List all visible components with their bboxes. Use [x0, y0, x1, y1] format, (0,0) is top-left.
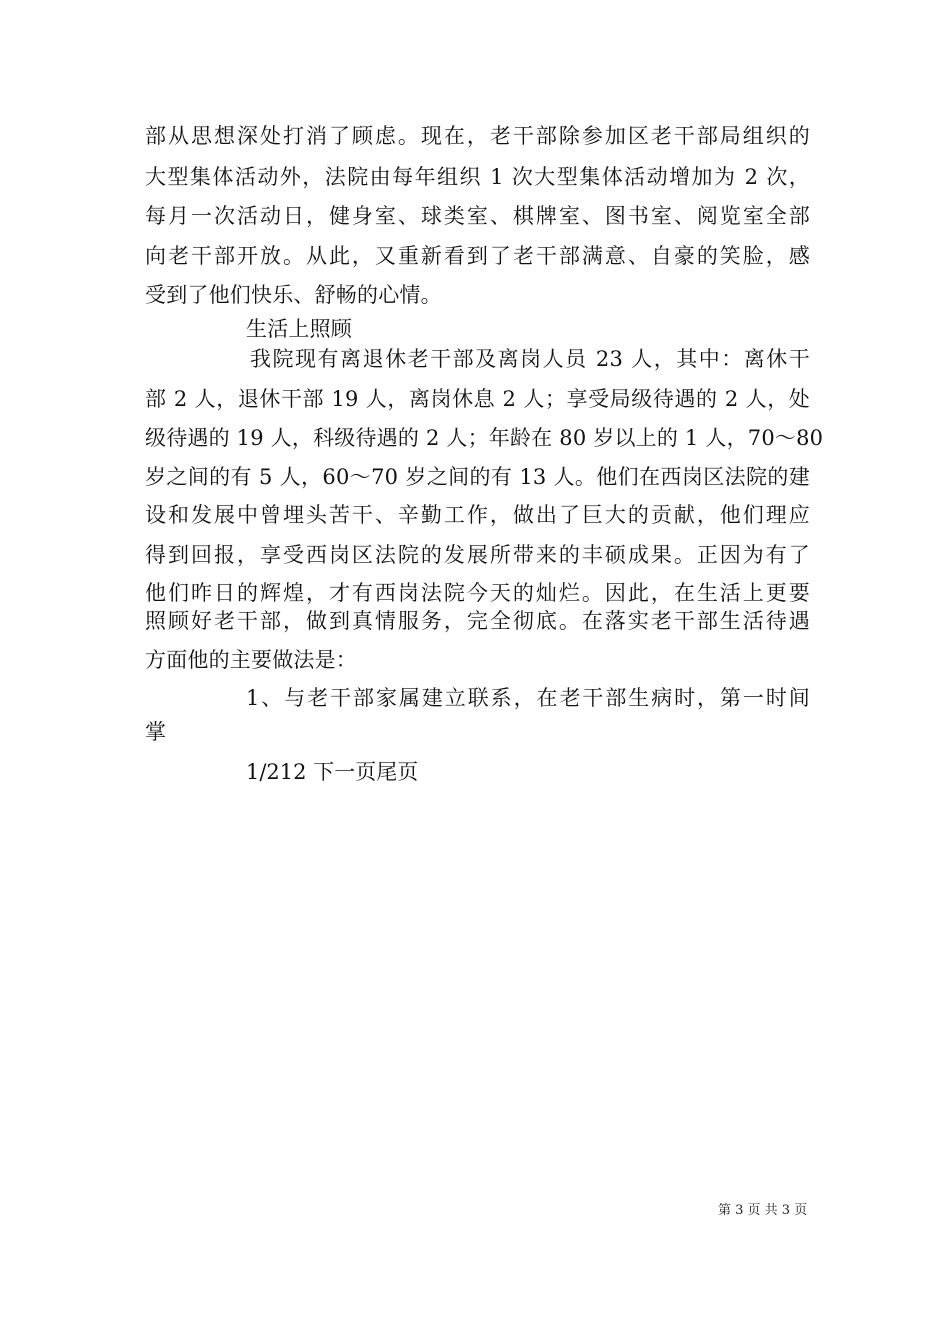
- paragraph-2-line-1: 我院现有离退休老干部及离岗人员 23 人，其中：离休干: [250, 347, 810, 371]
- page-footer: 第 3 页 共 3 页: [718, 1203, 808, 1218]
- pagination-links[interactable]: 1/212 下一页尾页: [246, 760, 419, 784]
- paragraph-2-line-5: 设和发展中曾埋头苦干、辛勤工作，做出了巨大的贡献，他们理应: [145, 503, 810, 527]
- paragraph-2-line-3: 级待遇的 19 人，科级待遇的 2 人；年龄在 80 岁以上的 1 人，70～80: [145, 426, 824, 450]
- paragraph-2-line-2: 部 2 人，退休干部 19 人，离岗休息 2 人；享受局级待遇的 2 人，处: [145, 387, 810, 411]
- list-item-1-line-1: 1、与老干部家属建立联系，在老干部生病时，第一时间: [246, 686, 810, 710]
- list-item-1-line-2: 掌: [145, 720, 167, 744]
- paragraph-1-line-5: 受到了他们快乐、舒畅的心情。: [145, 283, 442, 307]
- section-heading: 生活上照顾: [246, 317, 352, 341]
- paragraph-2-line-4: 岁之间的有 5 人，60～70 岁之间的有 13 人。他们在西岗区法院的建: [145, 465, 810, 489]
- paragraph-1-line-1: 部从思想深处打消了顾虑。现在，老干部除参加区老干部局组织的: [145, 124, 810, 148]
- paragraph-1-line-2: 大型集体活动外，法院由每年组织 1 次大型集体活动增加为 2 次，: [145, 165, 810, 189]
- paragraph-1-line-4: 向老干部开放。从此，又重新看到了老干部满意、自豪的笑脸，感: [145, 244, 810, 268]
- paragraph-1-line-3: 每月一次活动日，健身室、球类室、棋牌室、图书室、阅览室全部: [145, 204, 810, 228]
- paragraph-2-line-6: 得到回报，享受西岗区法院的发展所带来的丰硕成果。正因为有了: [145, 543, 810, 567]
- paragraph-2-line-8: 照顾好老干部，做到真情服务，完全彻底。在落实老干部生活待遇: [145, 609, 810, 633]
- paragraph-2-line-7: 他们昨日的辉煌，才有西岗法院今天的灿烂。因此，在生活上更要: [145, 581, 810, 605]
- paragraph-2-line-9: 方面他的主要做法是：: [145, 648, 357, 672]
